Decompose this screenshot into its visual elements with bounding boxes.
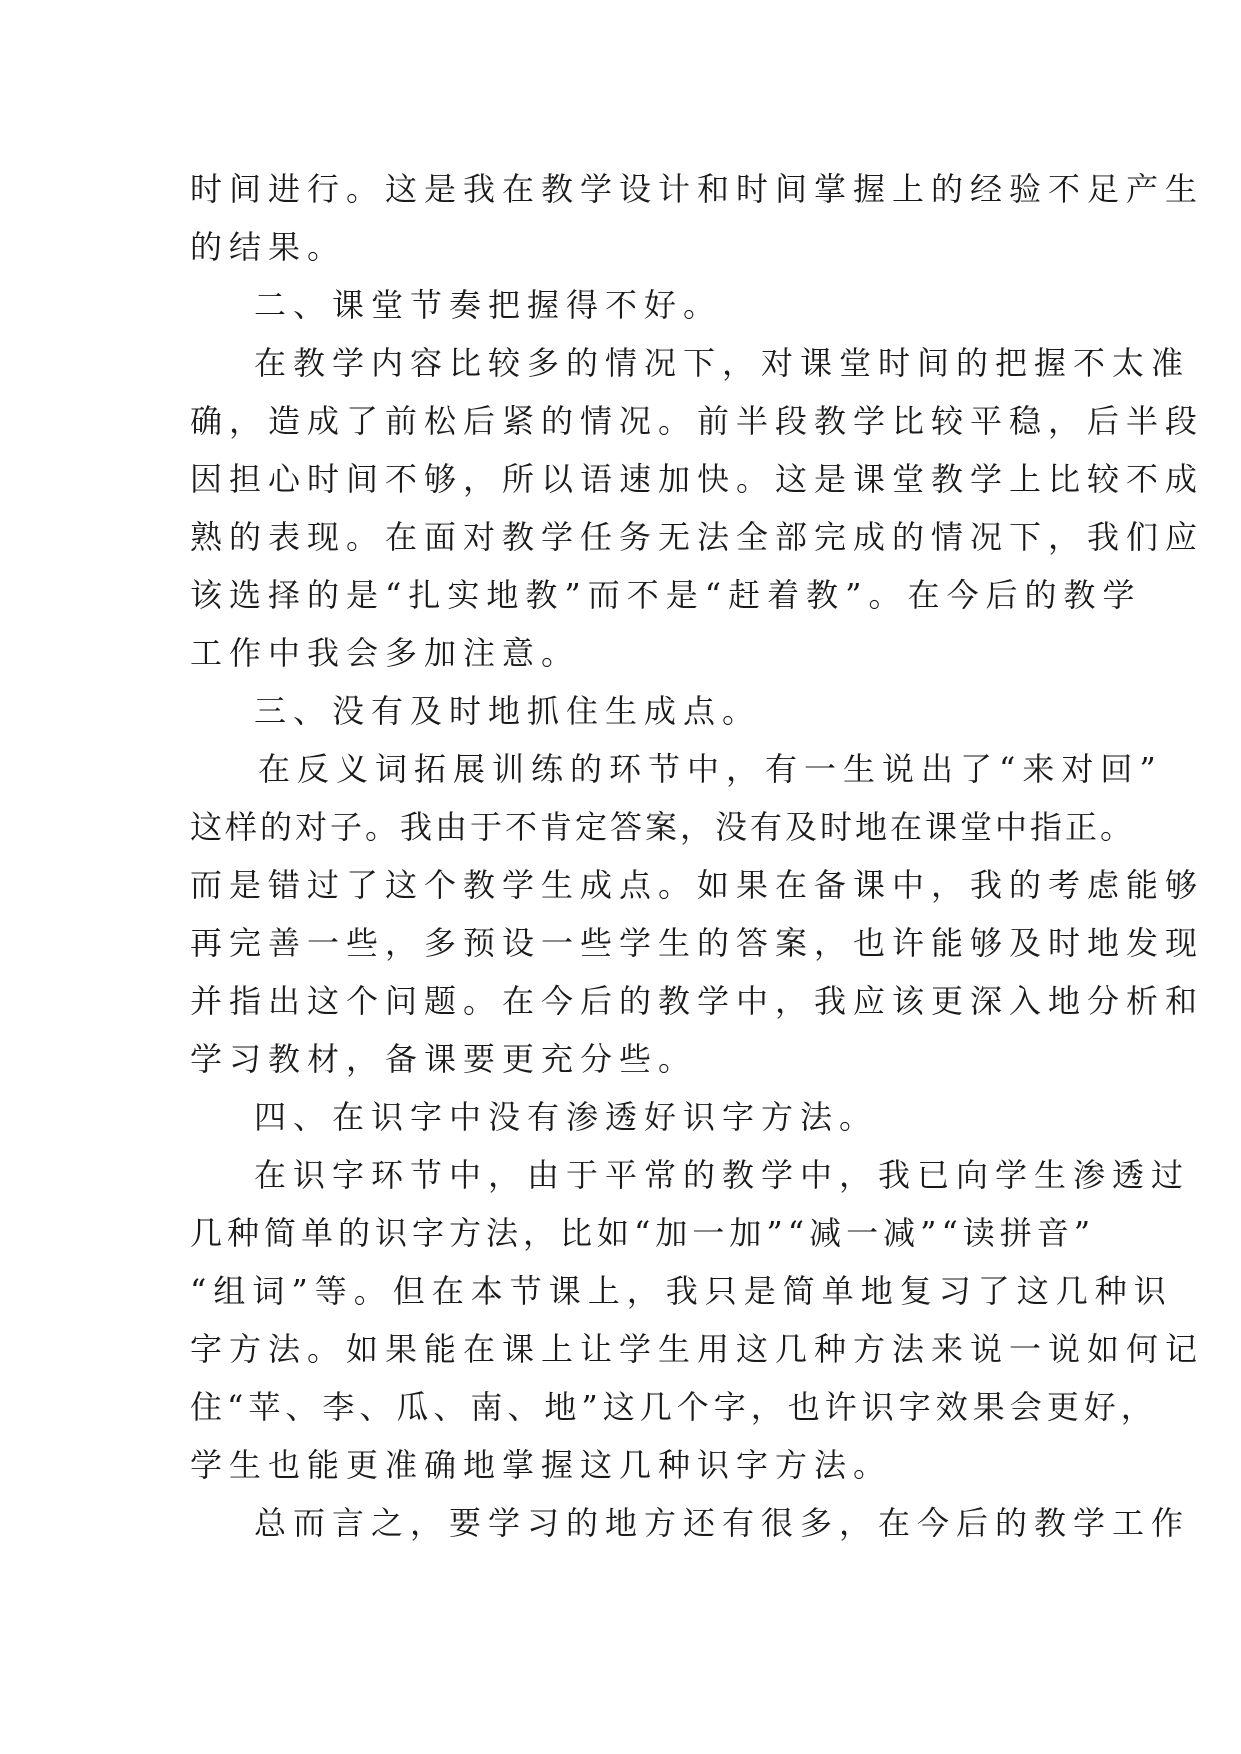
section-heading: 二、课堂节奏把握得不好。	[254, 286, 723, 324]
text-line: “组词”等。但在本节课上，我只是简单地复习了这几种识	[190, 1272, 1173, 1310]
text-line: 的结果。	[190, 228, 347, 266]
text-line: 学习教材，备课要更充分些。	[190, 1040, 698, 1078]
text-line: 该选择的是“扎实地教”而不是“赶着教”。在今后的教学	[190, 576, 1142, 614]
text-line: 工作中我会多加注意。	[190, 634, 581, 672]
text-line: 熟的表现。在面对教学任务无法全部完成的情况下，我们应	[190, 518, 1205, 556]
text-line: 时间进行。这是我在教学设计和时间掌握上的经验不足产生	[190, 170, 1205, 208]
document-body	[190, 160, 1205, 1552]
text-line: 再完善一些，多预设一些学生的答案，也许能够及时地发现	[190, 924, 1205, 962]
text-line: 而是错过了这个教学生成点。如果在备课中，我的考虑能够	[190, 866, 1205, 904]
text-line: 总而言之，要学习的地方还有很多，在今后的教学工作	[254, 1504, 1191, 1542]
text-line: 字方法。如果能在课上让学生用这几种方法来说一说如何记	[190, 1330, 1205, 1368]
section-heading: 四、在识字中没有渗透好识字方法。	[254, 1098, 879, 1136]
text-line: 这样的对子。我由于不肯定答案，没有及时地在课堂中指正。	[190, 808, 1136, 846]
text-line: 几种简单的识字方法，比如“加一加”“减一减”“读拼音”	[190, 1214, 1096, 1252]
text-line: 在教学内容比较多的情况下，对课堂时间的把握不太准	[254, 344, 1191, 382]
text-line: 学生也能更准确地掌握这几种识字方法。	[190, 1446, 893, 1484]
text-line: 并指出这个问题。在今后的教学中，我应该更深入地分析和	[190, 982, 1205, 1020]
text-line: 因担心时间不够，所以语速加快。这是课堂教学上比较不成	[190, 460, 1205, 498]
text-line: 确，造成了前松后紧的情况。前半段教学比较平稳，后半段	[190, 402, 1205, 440]
text-line: 在反义词拓展训练的环节中，有一生说出了“来对回”	[258, 750, 1163, 788]
text-line: 在识字环节中，由于平常的教学中，我已向学生渗透过	[254, 1156, 1191, 1194]
text-line: 住“苹、李、瓜、南、地”这几个字，也许识字效果会更好，	[190, 1388, 1158, 1426]
section-heading: 三、没有及时地抓住生成点。	[254, 692, 762, 730]
